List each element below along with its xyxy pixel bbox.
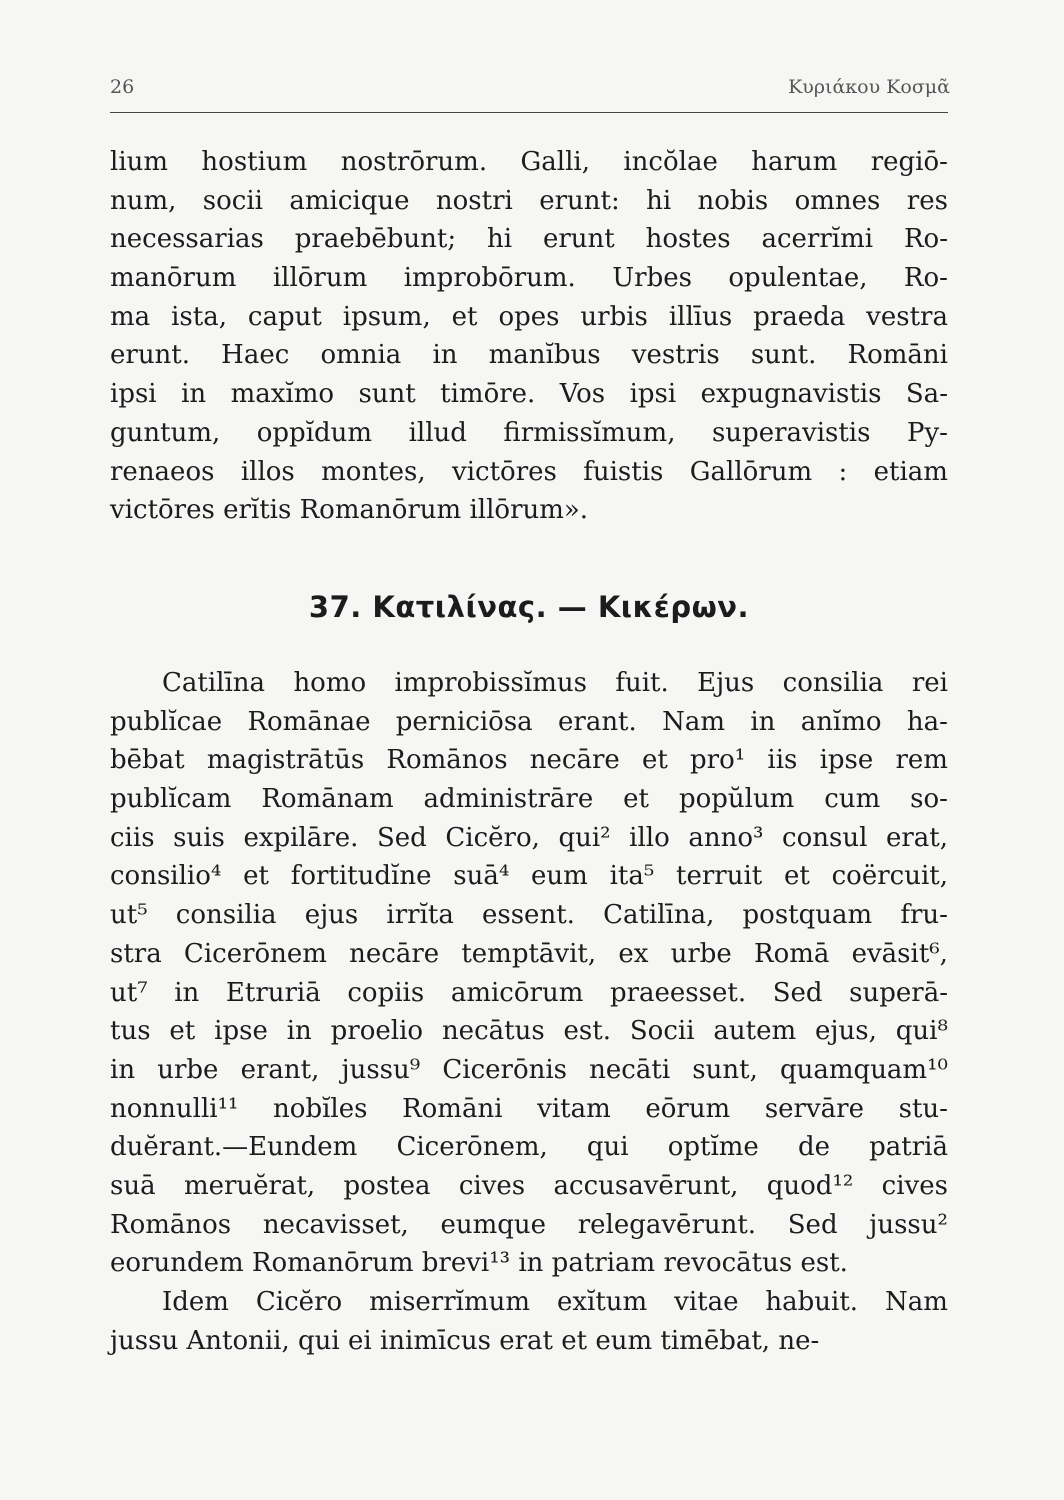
text-line: nonnulli¹¹ nobĭles Romāni vitam eōrum servāre stu- (110, 1093, 948, 1124)
header-rule (110, 112, 948, 113)
paragraph-2 (110, 664, 948, 1283)
text-line: victōres erĭtis Romanōrum illōrum». (110, 495, 589, 526)
text-line: erunt. Haec omnia in manĭbus vestris sunt. Romāni (110, 340, 948, 371)
text-line: ma ista, caput ipsum, et opes urbis illīus praeda vestra (110, 301, 948, 332)
text-line: publĭcam Romānam administrāre et popŭlum cum so- (110, 784, 948, 815)
text-line: eorundem Romanōrum brevi¹³ in patriam revocātus est. (110, 1248, 848, 1279)
running-title: Κυριάκου Κοσμᾶ (788, 76, 950, 98)
text-line: guntum, oppĭdum illud firmissĭmum, superavistis Py- (110, 417, 948, 448)
text-line: Catilīna homo improbissĭmus fuit. Ejus consilia rei (162, 668, 948, 698)
text-line: bēbat magistrātūs Romānos necāre et pro¹ iis ipse rem (110, 745, 948, 776)
text-line: tus et ipse in proelio necātus est. Socii autem ejus, qui⁸ (110, 1016, 948, 1047)
section-heading: 37. Κατιλίνας. — Κικέρων. (308, 590, 750, 624)
paragraph-1 (110, 143, 948, 530)
text-line: ut⁷ in Etruriā copiis amicōrum praeesset. Sed superā- (110, 977, 948, 1008)
text-line: publĭcae Romānae perniciōsa erant. Nam in anĭmo ha- (110, 706, 948, 737)
text-line: jussu Antonii, qui ei inimīcus erat et eum timēbat, ne- (110, 1325, 820, 1356)
text-line: in urbe erant, jussu⁹ Cicerōnis necāti sunt, quamquam¹⁰ (110, 1054, 948, 1085)
text-line: consilio⁴ et fortitudĭne suā⁴ eum ita⁵ terruit et coërcuit, (110, 861, 948, 892)
text-line: Romānos necavisset, eumque relegavērunt. Sed jussu² (110, 1209, 948, 1240)
text-line: necessarias praebēbunt; hi erunt hostes acerrĭmi Ro- (110, 224, 948, 255)
text-line: Idem Cicĕro miserrĭmum exĭtum vitae habuit. Nam (162, 1287, 948, 1317)
text-line: ipsi in maxĭmo sunt timōre. Vos ipsi expugnavistis Sa- (110, 379, 948, 410)
text-line: duĕrant.—Eundem Cicerōnem, qui optĭme de patriā (110, 1132, 948, 1163)
text-line: manōrum illōrum improbōrum. Urbes opulentae, Ro- (110, 263, 948, 294)
paragraph-3 (110, 1283, 948, 1360)
text-line: stra Cicerōnem necāre temptāvit, ex urbe Romā evāsit⁶, (110, 938, 948, 969)
text-line: renaeos illos montes, victōres fuistis Gallōrum : etiam (110, 456, 948, 487)
text-line: ciis suis expilāre. Sed Cicĕro, qui² illo anno³ consul erat, (110, 822, 948, 853)
running-header (110, 76, 950, 106)
text-line: lium hostium nostrōrum. Galli, incŏlae harum regiō- (110, 147, 948, 177)
text-line: num, socii amicique nostri erunt: hi nobis omnes res (110, 185, 948, 216)
page-number: 26 (110, 76, 135, 98)
text-line: suā meruĕrat, postea cives accusavērunt, quod¹² cives (110, 1170, 948, 1201)
text-line: ut⁵ consilia ejus irrĭta essent. Catilīna, postquam fru- (110, 900, 948, 931)
